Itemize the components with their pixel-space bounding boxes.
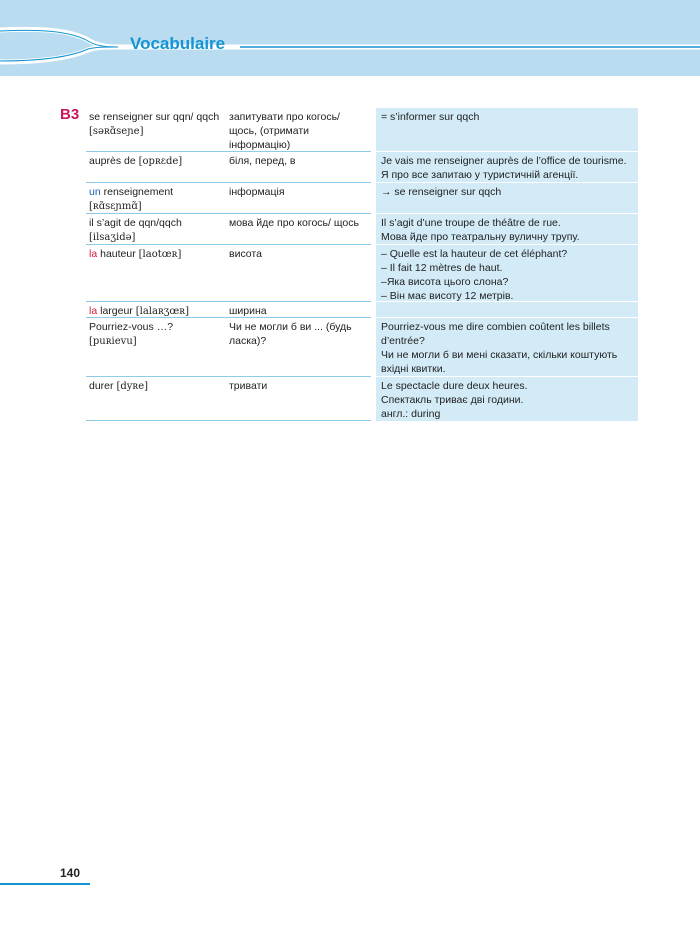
example-line: Я про все запитаю у туристичній агенції.: [381, 169, 579, 181]
vocab-row: [86, 214, 638, 245]
term-text: Pourriez-vous …?: [89, 321, 174, 333]
phonetic-transcription: [səʀɑ̃seɲe]: [89, 126, 144, 137]
vocab-entry: [86, 302, 371, 318]
footer-rule: [0, 883, 90, 885]
section-title: Vocabulaire: [130, 34, 226, 53]
example-cell: [376, 152, 638, 183]
example-line: Le spectacle dure deux heures.: [381, 380, 528, 392]
term-text: largeur: [100, 305, 133, 317]
example-cell: [376, 108, 638, 152]
example-line: Мова йде про театральну вуличну трупу.: [381, 231, 580, 243]
phonetic-transcription: [lalaʀʒœʀ]: [135, 306, 189, 317]
page-header: [0, 0, 700, 76]
example-line: – Він має висоту 12 метрів.: [381, 290, 514, 302]
ukrainian-translation: ширина: [229, 305, 267, 317]
french-term: [86, 377, 225, 420]
example-cell: [376, 245, 638, 302]
example-line: → se renseigner sur qqch: [381, 186, 502, 198]
french-term: [86, 245, 225, 301]
vocab-entry: [86, 183, 371, 214]
vocab-entry: [86, 152, 371, 183]
example-line: = s’informer sur qqch: [381, 111, 480, 123]
example-line: – Il fait 12 mètres de haut.: [381, 262, 503, 274]
phonetic-transcription: [ilsaʒidə]: [89, 232, 136, 243]
french-term: [86, 152, 225, 182]
vocab-entry: [86, 214, 371, 245]
french-term: [86, 183, 225, 213]
french-term: [86, 108, 225, 151]
ukrainian-translation: висота: [229, 248, 262, 260]
term-text: renseignement: [103, 186, 174, 198]
vocab-row: [86, 318, 638, 377]
example-cell: [376, 302, 638, 318]
vocabulary-table: [86, 108, 638, 421]
vocab-entry: [86, 318, 371, 377]
phonetic-transcription: [opʀɛde]: [138, 156, 183, 167]
example-line: Чи не могли б ви мені сказати, скільки коштують вхідні квитки.: [381, 349, 618, 375]
french-term: [86, 302, 225, 317]
example-line: англ.: during: [381, 408, 441, 420]
ukrainian-translation: Чи не могли б ви ... (будь ласка)?: [229, 321, 352, 347]
ukrainian-translation: запитувати про когось/ щось, (отримати інформацію): [229, 111, 340, 151]
example-line: Спектакль триває дві години.: [381, 394, 524, 406]
ukrainian-translation: інформація: [229, 186, 285, 198]
phonetic-transcription: [laotœʀ]: [138, 249, 182, 260]
header-wave-decoration: [0, 0, 700, 76]
french-term: [86, 318, 225, 376]
example-line: Il s’agit d’une troupe de théâtre de rue.: [381, 217, 561, 229]
article: la: [89, 305, 98, 317]
phonetic-transcription: [ʀɑ̃sɛɲmɑ̃]: [89, 201, 142, 212]
example-cell: [376, 377, 638, 421]
french-term: [86, 214, 225, 244]
vocab-row: [86, 377, 638, 421]
vocab-row: [86, 302, 638, 318]
vocab-row: [86, 183, 638, 214]
term-text: hauteur: [100, 248, 136, 260]
example-line: Je vais me renseigner auprès de l’office de tourisme.: [381, 155, 627, 167]
vocab-row: [86, 152, 638, 183]
exercise-label: B3: [60, 106, 80, 123]
article: la: [89, 248, 98, 260]
vocab-entry: [86, 108, 371, 152]
term-text: il s’agit de qqn/qqch: [89, 217, 182, 229]
phonetic-transcription: [dyʀe]: [116, 381, 149, 392]
example-line: –Яка висота цього слона?: [381, 276, 509, 288]
phonetic-transcription: [puʀievu]: [89, 336, 137, 347]
example-cell: [376, 183, 638, 214]
ukrainian-translation: тривати: [229, 380, 268, 392]
article: un: [89, 186, 101, 198]
example-cell: [376, 318, 638, 377]
example-cell: [376, 214, 638, 245]
vocab-row: [86, 245, 638, 302]
example-line: – Quelle est la hauteur de cet éléphant?: [381, 248, 568, 260]
page-number: 140: [60, 866, 81, 880]
vocab-row: [86, 108, 638, 152]
term-text: se renseigner sur qqn/ qqch: [89, 111, 220, 123]
term-text: durer: [89, 380, 114, 392]
ukrainian-translation: мова йде про когось/ щось: [229, 217, 359, 229]
vocab-entry: [86, 377, 371, 421]
example-line: Pourriez-vous me dire combien coûtent les billets d’entrée?: [381, 321, 610, 347]
vocab-entry: [86, 245, 371, 302]
ukrainian-translation: біля, перед, в: [229, 155, 296, 167]
term-text: auprès de: [89, 155, 136, 167]
